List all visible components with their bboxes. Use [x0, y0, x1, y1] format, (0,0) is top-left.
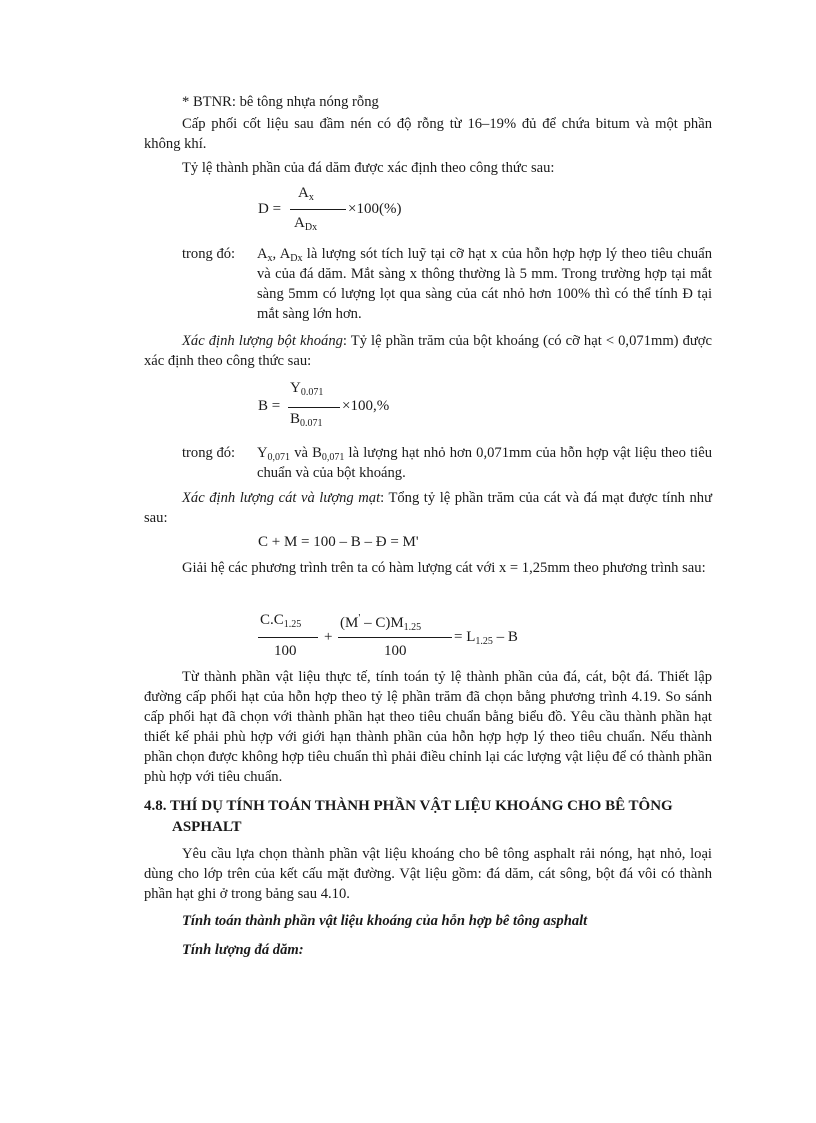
equation-sand-content: [258, 604, 578, 662]
paragraph-stone-ratio-intro: Tỷ lệ thành phần của đá dăm được xác định theo công thức sau:: [182, 160, 555, 176]
def1-text: là lượng sót tích luỹ tại cỡ hạt x của hỗn hợp hợp lý theo tiêu chuẩn và của đá dăm. Mắt sàng x thông thường là 5 mm. Trong trường hợp tại mắt sàng 5mm có lượng lọt qua sàng của cát nhỏ hơn 100% thì có thể tính Đ tại mắt sàng lớn hơn.: [257, 246, 712, 322]
eq4-f2-mid: – C)M: [360, 615, 404, 631]
eq2-rhs: ×100,%: [342, 398, 390, 414]
def1-body: [257, 244, 712, 324]
heading-text-line1: THÍ DỤ TÍNH TOÁN THÀNH PHẦN VẬT LIỆU KHOÁNG CHO BÊ TÔNG: [169, 798, 673, 814]
def1-var1-sub: x: [267, 253, 273, 264]
eq1-denominator: [294, 213, 317, 233]
def1-var2-sub: Dx: [290, 253, 303, 264]
para3-italic: Xác định lượng bột khoáng: [182, 333, 343, 349]
heading-line2: ASPHALT: [172, 819, 242, 835]
eq1-rhs: ×100(%): [348, 201, 402, 217]
def1-var1: A: [257, 246, 268, 262]
paragraph-requirement: Yêu cầu lựa chọn thành phần vật liệu khoáng cho bê tông asphalt rải nóng, hạt nhỏ, loại dùng cho lớp trên của kết cấu mặt đường. Vật liệu gồm: đá dăm, cát sông, bột đá vôi có thành phần hạt ghi ở trong bảng sau 4.10.: [144, 846, 712, 902]
eq4-rhs: [454, 627, 518, 647]
eq4-f2-fraction-line: [338, 637, 452, 638]
eq1-fraction-line: [290, 209, 346, 210]
eq4-f1-fraction-line: [258, 637, 318, 638]
eq1-numerator: [298, 183, 314, 203]
eq1-den-sub: Dx: [304, 222, 318, 233]
def2-label: trong đó:: [182, 445, 236, 461]
para3-text: : Tỷ lệ phần trăm của bột khoáng (có cỡ hạt < 0,071mm) được xác định theo công thức sau:: [144, 333, 712, 369]
eq4-tail: – B: [492, 629, 518, 645]
equation-stone-ratio: [258, 183, 458, 239]
heading-line1: [144, 796, 712, 817]
eq4-plus: +: [324, 629, 333, 645]
paragraph-sand-dust: [144, 488, 712, 528]
eq4-f1-num-var: C.C: [260, 612, 284, 628]
eq1-den-var: A: [294, 215, 305, 231]
note-btnr: * BTNR: bê tông nhựa nóng rỗng: [182, 94, 379, 110]
eq2-num-var: Y: [290, 380, 301, 396]
eq2-lhs: B =: [258, 398, 281, 414]
para4-italic: Xác định lượng cát và lượng mạt: [182, 490, 381, 506]
para4-text: : Tổng tỷ lệ phần trăm của cát và đá mạt được tính như sau:: [144, 490, 712, 526]
eq4-eq-sub: 1.25: [475, 636, 493, 647]
def2-var1-sub: 0,071: [267, 452, 291, 463]
eq2-den-var: B: [290, 411, 301, 427]
def2-body: [257, 443, 712, 483]
subheading-calc-composition: Tính toán thành phần vật liệu khoáng của hỗn hợp bê tông asphalt: [182, 913, 588, 929]
eq4-f2-denominator: 100: [384, 643, 407, 659]
eq4-f2-numerator: [340, 608, 421, 633]
eq2-num-sub: 0.071: [300, 387, 324, 398]
subheading-stone-amount: Tính lượng đá dăm:: [182, 942, 304, 958]
eq4-f1-numerator: [260, 610, 301, 630]
eq1-num-sub: x: [308, 192, 314, 203]
eq1-num-var: A: [298, 185, 309, 201]
equation-mineral-powder: [258, 378, 458, 434]
eq1-lhs: D =: [258, 201, 282, 217]
def2-var2: B: [312, 445, 322, 461]
eq4-f2-open: (M: [340, 615, 359, 631]
heading-number: 4.8.: [144, 798, 167, 814]
eq4-eq: = L: [454, 629, 476, 645]
def1-var2: A: [279, 246, 291, 262]
eq2-numerator: [290, 378, 323, 398]
paragraph-mineral-powder: [144, 331, 712, 371]
eq4-f1-num-sub: 1.25: [283, 619, 302, 630]
def1-sep: ,: [272, 246, 280, 262]
def2-mid: và: [290, 445, 313, 461]
def2-var2-sub: 0,071: [321, 452, 345, 463]
paragraph-grading-curve: Từ thành phần vật liệu thực tế, tính toán tỷ lệ thành phần của đá, cát, bột đá. Thiết lập đường cấp phối hạt của hỗn hợp theo tỷ lệ phần trăm đã chọn bằng phương trình 4.19. So sánh cấp phối hạt đã chọn với thành phần hạt theo tiêu chuẩn bằng biểu đồ. Yêu cầu thành phần hạt thiết kế phải phù hợp với giới hạn thành phần của hỗn hợp hợp lý theo tiêu chuẩn. Nếu thành phần chọn được không hợp tiêu chuẩn thì phải điều chỉnh lại các lượng vật liệu để có thành phần phù hợp với tiêu chuẩn.: [144, 669, 712, 785]
equation-sand-total: C + M = 100 – B – Đ = M': [258, 534, 419, 550]
eq4-f2-num-sub: 1.25: [403, 622, 422, 633]
eq4-f2-prime: ': [358, 612, 361, 624]
def1-label: trong đó:: [182, 246, 236, 262]
eq4-f1-denominator: 100: [274, 643, 297, 659]
eq2-fraction-line: [288, 407, 340, 408]
paragraph-solve-system: Giải hệ các phương trình trên ta có hàm lượng cát với x = 1,25mm theo phương trình sau:: [182, 560, 706, 576]
def2-var1: Y: [257, 445, 268, 461]
paragraph-porosity: Cấp phối cốt liệu sau đầm nén có độ rỗng từ 16–19% đủ để chứa bitum và một phần không khí.: [144, 116, 712, 152]
eq2-den-sub: 0.071: [300, 418, 323, 429]
def2-text: là lượng hạt nhỏ hơn 0,071mm của hỗn hợp vật liệu theo tiêu chuẩn và của bột khoáng.: [257, 445, 712, 481]
eq2-denominator: [290, 409, 323, 429]
section-heading-4-8: [144, 796, 712, 838]
